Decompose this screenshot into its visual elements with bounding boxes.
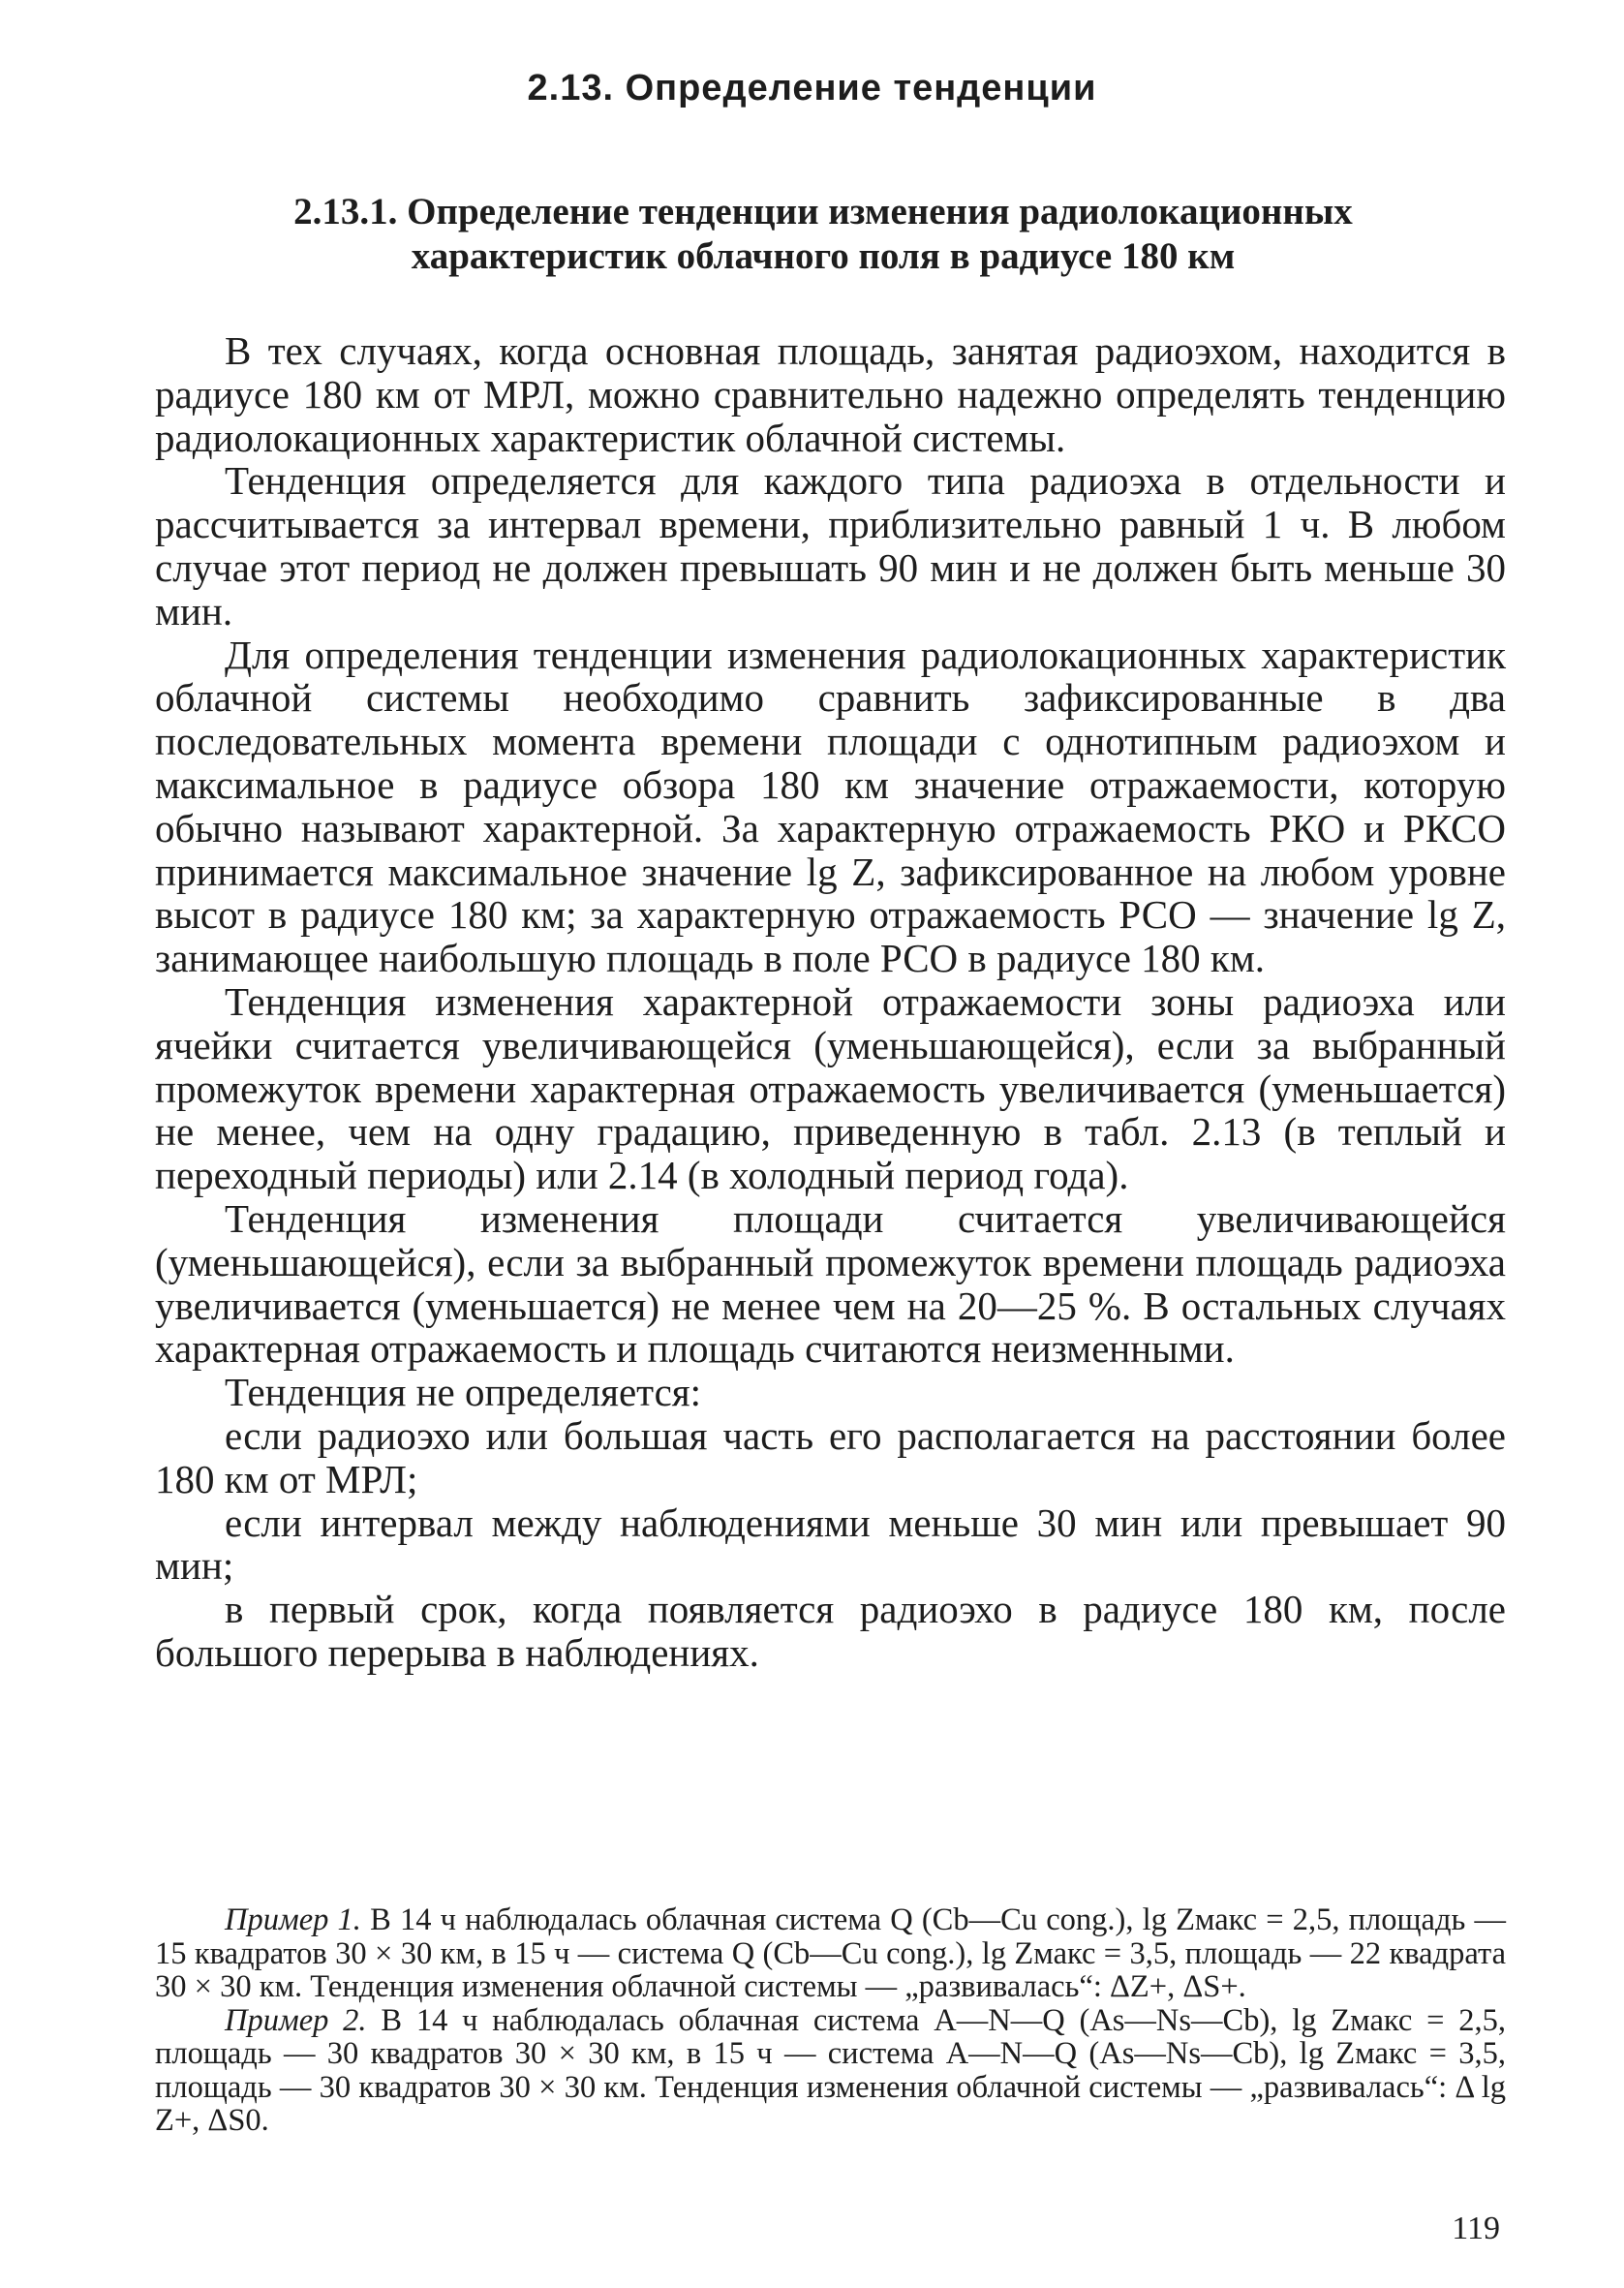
example-2 xyxy=(155,2004,1506,2138)
example-1 xyxy=(155,1903,1506,2004)
list-item: в первый срок, когда появляется радиоэхо в радиусе 180 км, после большого перерыва в наблюдениях. xyxy=(155,1587,1506,1675)
example-label: Пример 1. xyxy=(225,1902,361,1937)
list-item: если радиоэхо или большая часть его располагается на расстоянии более 180 км от МРЛ; xyxy=(155,1412,1506,1501)
subsection-title: 2.13.1. Определение тенденции изменения радиолокационных характеристик облачного поля в радиусе 180 км xyxy=(293,191,1353,277)
paragraph: Тенденция определяется для каждого типа радиоэха в отдельности и рассчитывается за интервал времени, приблизительно равный 1 ч. В любом случае этот период не должен превышать 90 мин и не должен быть меньше 30 мин. xyxy=(155,458,1506,634)
example-label: Пример 2. xyxy=(225,2002,367,2038)
example-text: В 14 ч наблюдалась облачная система Q (Cb—Cu cong.), lg Zмакс = 2,5, площадь — 15 квадратов 30 × 30 км, в 15 ч — система Q (Cb—Cu cong.), lg Zмакс = 3,5, площадь — 22 квадрата 30 × 30 км. Тенденция изменения облачной системы — „развивалась“: ΔZ+, ΔS+. xyxy=(155,1902,1507,2004)
paragraph: В тех случаях, когда основная площадь, занятая радиоэхом, находится в радиусе 180 км от МРЛ, можно сравнительно надежно определять тенденцию радиолокационных характеристик облачной системы. xyxy=(155,328,1506,460)
paragraph: Тенденция изменения характерной отражаемости зоны радиоэха или ячейки считается увеличивающейся (уменьшающейся), если за выбранный промежуток времени характерная отражаемость увеличивается (уменьшается) не менее, чем на одну градацию, приведенную в табл. 2.13 (в теплый и переходный периоды) или 2.14 (в холодный период года). xyxy=(155,978,1506,1198)
example-text: В 14 ч наблюдалась облачная система A—N—Q (As—Ns—Cb), lg Zмакс = 2,5, площадь — 30 квадратов 30 × 30 км, в 15 ч — система A—N—Q (As—Ns—Cb), lg Zмакс = 3,5, площадь — 30 квадратов 30 × 30 км. Тенденция изменения облачной системы — „развивалась“: Δ lg Z+, ΔS0. xyxy=(155,2002,1507,2138)
section-title: 2.13. Определение тенденции xyxy=(527,68,1097,108)
body-text xyxy=(155,329,1506,1675)
paragraph: Тенденция изменения площади считается увеличивающейся (уменьшающейся), если за выбранный промежуток времени площадь радиоэха увеличивается (уменьшается) не менее чем на 20—25 %. В остальных случаях характерная отражаемость и площадь считаются неизменными. xyxy=(155,1195,1506,1372)
page-number: 119 xyxy=(1452,2211,1500,2246)
paragraph: Для определения тенденции изменения радиолокационных характеристик облачной системы необходимо сравнить зафиксированные в два последовательных момента времени площади с однотипным радиоэхом и максимальное в радиусе обзора 180 км значение отражаемости, которую обычно называют характерной. За характерную отражаемость РКО и РКСО принимается максимальное значение lg Z, зафиксированное на любом уровне высот в радиусе 180 км; за характерную отражаемость РСО — значение lg Z, занимающее наибольшую площадь в поле РСО в радиусе 180 км. xyxy=(155,632,1506,981)
list-item: если интервал между наблюдениями меньше 30 мин или превышает 90 мин; xyxy=(155,1500,1506,1589)
examples xyxy=(155,1903,1506,2138)
paragraph: Тенденция не определяется: xyxy=(225,1370,702,1415)
